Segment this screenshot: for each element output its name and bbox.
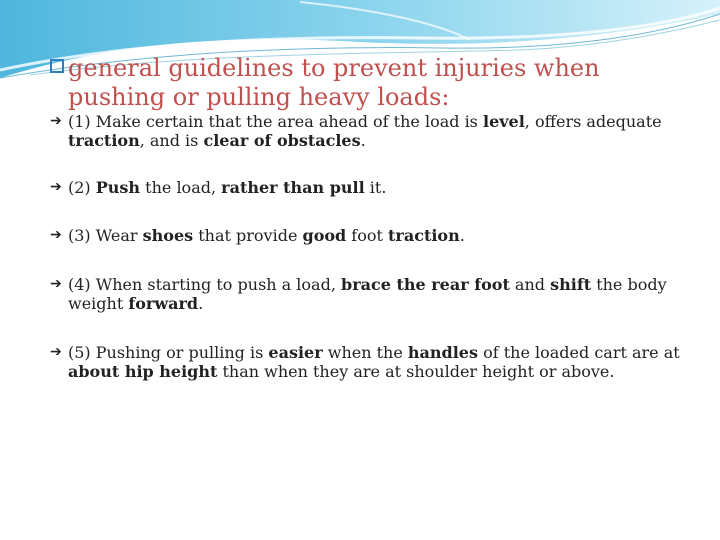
text-segment: (3) Wear: [68, 226, 143, 245]
text-segment: than when they are at shoulder height or above.: [217, 362, 615, 381]
text-segment: that provide: [193, 226, 303, 245]
bullet-text: [50, 226, 680, 245]
bold-phrase: about hip height: [68, 362, 218, 381]
text-segment: .: [198, 294, 204, 313]
bold-phrase: shoes: [142, 226, 194, 245]
bold-phrase: easier: [268, 343, 323, 362]
text-segment: , and is: [139, 131, 204, 150]
bold-phrase: forward: [128, 294, 199, 313]
text-segment: of the loaded cart are at: [477, 343, 680, 362]
bold-phrase: shift: [550, 275, 592, 294]
bold-phrase: good: [302, 226, 347, 245]
bullet-item-3: [50, 226, 680, 245]
bullet-item-1: [50, 112, 680, 150]
text-segment: the body weight: [68, 275, 667, 313]
bold-phrase: traction: [388, 226, 460, 245]
bold-phrase: handles: [407, 343, 478, 362]
text-segment: it.: [364, 178, 387, 197]
slide-title: [50, 54, 690, 112]
bullet-item-5: [50, 343, 680, 381]
text-segment: foot: [346, 226, 389, 245]
text-segment: (1) Make certain that the area ahead of the load is: [68, 112, 483, 131]
bold-phrase: Push: [95, 178, 141, 197]
bullet-text: [50, 275, 680, 313]
arrow-bullet-icon: ➔: [50, 179, 62, 195]
bold-phrase: clear of obstacles: [203, 131, 361, 150]
arrow-bullet-icon: ➔: [50, 276, 62, 292]
bold-phrase: traction: [68, 131, 140, 150]
text-segment: the load,: [140, 178, 222, 197]
title-line-1: general guidelines to prevent injuries when: [68, 54, 600, 82]
bold-phrase: brace the rear foot: [341, 275, 510, 294]
bullet-text: [50, 178, 680, 197]
bullet-item-2: [50, 178, 680, 197]
bullet-item-4: [50, 275, 680, 313]
arrow-bullet-icon: ➔: [50, 344, 62, 360]
text-segment: (4) When starting to push a load,: [68, 275, 341, 294]
arrow-bullet-icon: ➔: [50, 227, 62, 243]
title-line-2: pushing or pulling heavy loads:: [68, 83, 450, 111]
text-segment: and: [509, 275, 551, 294]
bold-phrase: level: [482, 112, 525, 131]
text-segment: (5) Pushing or pulling is: [68, 343, 269, 362]
text-segment: when the: [322, 343, 408, 362]
bold-phrase: rather than pull: [221, 178, 365, 197]
text-segment: , offers adequate: [524, 112, 662, 131]
checkbox-bullet-icon: [50, 59, 64, 73]
arrow-bullet-icon: ➔: [50, 113, 62, 129]
text-segment: (2): [68, 178, 96, 197]
text-segment: .: [360, 131, 366, 150]
text-segment: .: [459, 226, 465, 245]
bullet-text: [50, 343, 680, 381]
bullet-text: [50, 112, 680, 150]
